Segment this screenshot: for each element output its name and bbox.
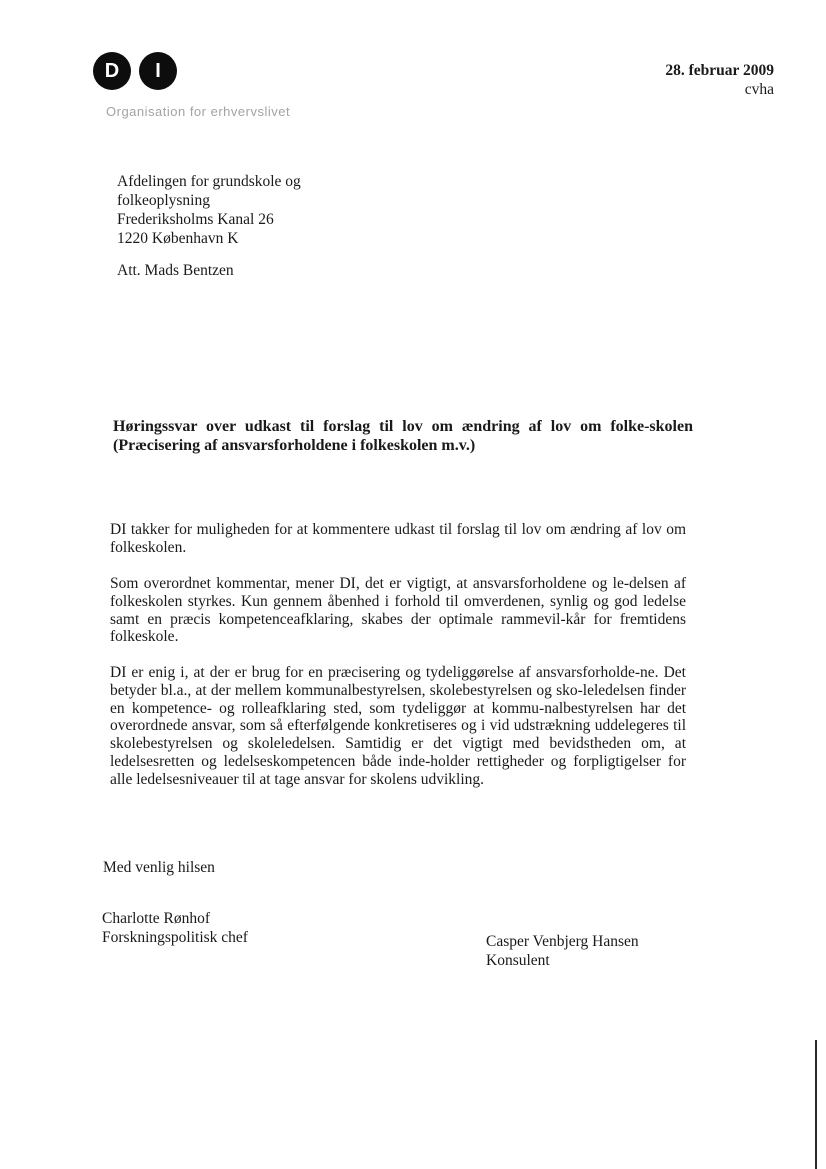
signatory-name: Charlotte Rønhof	[102, 910, 211, 927]
recipient-address	[117, 172, 301, 248]
logo-letter-i: I	[139, 52, 177, 90]
letter-header	[665, 61, 774, 99]
signatory-name: Casper Venbjerg Hansen	[486, 933, 639, 950]
address-line: Afdelingen for grundskole og	[117, 173, 301, 190]
logo-tagline: Organisation for erhvervslivet	[106, 104, 291, 119]
di-logo	[93, 52, 177, 90]
letter-subject: Høringssvar over udkast til forslag til lov om ændring af lov om folke-skolen (Præcisering af ansvarsforholdene i folkeskolen m.v.)	[113, 418, 693, 454]
address-line: 1220 København K	[117, 230, 239, 247]
address-line: folkeoplysning	[117, 192, 210, 209]
body-paragraph: DI er enig i, at der er brug for en præcisering og tydeliggørelse af ansvarsforholde-ne. Det betyder bl.a., at der mellem kommunalbestyrelsen, skolebestyrelsen og sko-leledelsen finder en kompetence- og rolleafklaring sted, som tydeliggør at kommu-nalbestyrelsen har det overordnede ansvar, som så efterfølgende konkretiseres og i vid udstrækning uddelegeres til skolebestyrelsen og skoleledelsen. Samtidig er det vigtigt med bevidstheden om, at ledelsesretten og ledelseskompetencen både inde-holder rettigheder og forpligtigelser for alle ledelsesniveauer til at tage ansvar for skolens udvikling.	[110, 664, 686, 788]
letter-date: 28. februar 2009	[665, 62, 774, 79]
body-paragraph: Som overordnet kommentar, mener DI, det er vigtigt, at ansvarsforholdene og le-delsen af folkeskolen styrkes. Kun gennem åbenhed i forhold til omverdenen, synlig og god ledelse samt en præcis kompetenceafklaring, skabes der optimale rammevil-kår for fremtidens folkeskole.	[110, 575, 686, 646]
address-line: Frederiksholms Kanal 26	[117, 211, 274, 228]
signatory-1	[102, 909, 248, 947]
body-paragraph: DI takker for muligheden for at kommentere udkast til forslag til lov om ændring af lov om folkeskolen.	[110, 521, 686, 556]
author-initials: cvha	[744, 81, 774, 98]
signatory-title: Konsulent	[486, 952, 550, 969]
signatory-2	[486, 932, 639, 970]
logo-letter-d: D	[93, 52, 131, 90]
closing-salutation: Med venlig hilsen	[103, 859, 215, 876]
attention-line: Att. Mads Bentzen	[117, 262, 234, 279]
scan-artifact-line	[815, 1040, 817, 1169]
signatory-title: Forskningspolitisk chef	[102, 929, 248, 946]
